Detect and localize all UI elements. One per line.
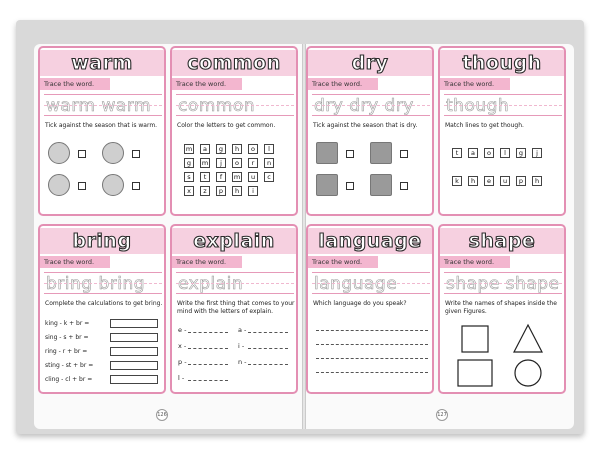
answer-box[interactable]: [110, 375, 158, 384]
trace-area[interactable]: [44, 94, 162, 116]
season-picture-icon: [102, 174, 124, 196]
letter-cell[interactable]: u: [248, 172, 258, 182]
letter-cell[interactable]: r: [248, 158, 258, 168]
card-common: [170, 46, 298, 216]
tick-box[interactable]: [78, 150, 86, 158]
match-letter[interactable]: e: [484, 176, 494, 186]
trace-area[interactable]: [444, 272, 562, 294]
answer-line[interactable]: [248, 364, 288, 365]
tick-box[interactable]: [346, 150, 354, 158]
trace-label: Trace the word.: [40, 78, 110, 90]
tick-box[interactable]: [132, 182, 140, 190]
letter-prompt: e -: [178, 326, 187, 334]
answer-line[interactable]: [316, 358, 428, 359]
trace-label: Trace the word.: [172, 256, 242, 268]
trace-word: explain: [178, 274, 244, 294]
answer-box[interactable]: [110, 361, 158, 370]
trace-word: bring bring: [46, 274, 146, 294]
match-letter[interactable]: h: [468, 176, 478, 186]
match-letter[interactable]: a: [468, 148, 478, 158]
card-title: common: [172, 50, 296, 76]
card-warm: [38, 46, 166, 216]
trace-label: Trace the word.: [440, 78, 510, 90]
tick-box[interactable]: [346, 182, 354, 190]
card-shape: [438, 224, 566, 394]
answer-box[interactable]: [110, 319, 158, 328]
calc-row: king - k + br =: [45, 320, 90, 327]
letter-prompt: p -: [178, 358, 187, 366]
letter-cell[interactable]: l: [264, 144, 274, 154]
answer-line[interactable]: [188, 348, 228, 349]
card-dry: [306, 46, 434, 216]
letter-cell[interactable]: t: [200, 172, 210, 182]
card-title: shape: [440, 228, 564, 254]
instruction: Which language do you speak?: [313, 300, 407, 307]
letter-cell[interactable]: h: [232, 186, 242, 196]
trace-word: dry dry dry: [314, 96, 414, 116]
card-explain: [170, 224, 298, 394]
letter-cell[interactable]: n: [264, 158, 274, 168]
card-language: [306, 224, 434, 394]
letter-cell[interactable]: z: [200, 186, 210, 196]
season-picture-icon: [370, 142, 392, 164]
answer-line[interactable]: [188, 332, 228, 333]
calc-row: sing - s + br =: [45, 334, 89, 341]
answer-line[interactable]: [316, 372, 428, 373]
match-letter[interactable]: o: [484, 148, 494, 158]
match-letter[interactable]: l: [500, 148, 510, 158]
trace-area[interactable]: [44, 272, 162, 294]
answer-line[interactable]: [316, 344, 428, 345]
trace-word: language: [314, 274, 398, 294]
instruction: Color the letters to get common.: [177, 122, 276, 129]
letter-cell[interactable]: m: [185, 145, 193, 153]
match-letter[interactable]: p: [516, 176, 526, 186]
instruction: Write the names of shapes inside the given Figures.: [445, 300, 557, 315]
season-picture-icon: [48, 174, 70, 196]
match-letter[interactable]: u: [500, 176, 510, 186]
season-picture-icon: [102, 142, 124, 164]
trace-label: Trace the word.: [308, 78, 378, 90]
letter-prompt: x -: [178, 342, 187, 350]
card-title: dry: [308, 50, 432, 76]
circle-shape[interactable]: [515, 360, 541, 386]
letter-prompt: n -: [238, 358, 247, 366]
trace-word: shape shape: [446, 274, 560, 294]
letter-cell[interactable]: m: [233, 173, 241, 181]
calc-row: cling - cl + br =: [45, 376, 93, 383]
match-letter[interactable]: h: [532, 176, 542, 186]
trace-label: Trace the word.: [308, 256, 378, 268]
tick-box[interactable]: [132, 150, 140, 158]
answer-box[interactable]: [110, 347, 158, 356]
tick-box[interactable]: [78, 182, 86, 190]
letter-cell[interactable]: j: [216, 158, 226, 168]
trace-area[interactable]: [176, 272, 294, 294]
trace-label: Trace the word.: [40, 256, 110, 268]
calc-row: ring - r + br =: [45, 348, 88, 355]
letter-cell[interactable]: x: [184, 186, 194, 196]
trace-area[interactable]: [176, 94, 294, 116]
match-letter[interactable]: j: [532, 148, 542, 158]
season-picture-icon: [370, 174, 392, 196]
workbook-spread: [16, 20, 584, 434]
trace-word: though: [446, 96, 510, 116]
season-picture-icon: [48, 142, 70, 164]
season-picture-icon: [316, 142, 338, 164]
card-title: warm: [40, 50, 164, 76]
page-number-left: 126: [156, 409, 168, 421]
letter-cell[interactable]: m: [201, 159, 209, 167]
trace-label: Trace the word.: [172, 78, 242, 90]
answer-box[interactable]: [110, 333, 158, 342]
calc-row: sting - st + br =: [45, 362, 94, 369]
card-title: language: [308, 228, 432, 254]
tick-box[interactable]: [400, 182, 408, 190]
card-though: [438, 46, 566, 216]
tick-box[interactable]: [400, 150, 408, 158]
trace-word: common: [178, 96, 256, 116]
letter-cell[interactable]: p: [216, 186, 226, 196]
instruction: Match lines to get though.: [445, 122, 524, 129]
letter-cell[interactable]: c: [264, 172, 274, 182]
card-title: though: [440, 50, 564, 76]
instruction: Complete the calculations to get bring.: [45, 300, 163, 307]
match-letter[interactable]: k: [452, 176, 462, 186]
answer-line[interactable]: [248, 332, 288, 333]
letter-prompt: l -: [178, 374, 185, 382]
card-bring: [38, 224, 166, 394]
letter-prompt: a -: [238, 326, 247, 334]
match-letter[interactable]: t: [452, 148, 462, 158]
letter-cell[interactable]: g: [184, 158, 194, 168]
letter-cell[interactable]: h: [232, 144, 242, 154]
letter-prompt: i -: [238, 342, 245, 350]
shapes-figure: [440, 322, 564, 392]
card-title: bring: [40, 228, 164, 254]
letter-cell[interactable]: i: [248, 186, 258, 196]
letter-cell[interactable]: s: [184, 172, 194, 182]
letter-cell[interactable]: f: [216, 172, 226, 182]
answer-line[interactable]: [188, 364, 228, 365]
letter-cell[interactable]: a: [200, 144, 210, 154]
triangle-shape[interactable]: [514, 325, 542, 352]
letter-cell[interactable]: o: [232, 158, 242, 168]
trace-label: Trace the word.: [440, 256, 510, 268]
answer-line[interactable]: [248, 348, 288, 349]
match-letter[interactable]: g: [516, 148, 526, 158]
trace-area[interactable]: [312, 94, 430, 116]
instruction: Tick against the season that is warm.: [45, 122, 158, 129]
trace-area[interactable]: [444, 94, 562, 116]
trace-area[interactable]: [312, 272, 430, 294]
letter-cell[interactable]: g: [216, 144, 226, 154]
instruction: Tick against the season that is dry.: [313, 122, 418, 129]
card-title: explain: [172, 228, 296, 254]
square-shape[interactable]: [462, 326, 488, 352]
answer-line[interactable]: [188, 380, 228, 381]
page-number-right: 127: [436, 409, 448, 421]
instruction: Write the first thing that comes to your mind with the letters of explain.: [177, 300, 295, 315]
letter-cell[interactable]: o: [248, 144, 258, 154]
season-picture-icon: [316, 174, 338, 196]
answer-line[interactable]: [316, 330, 428, 331]
trace-word: warm warm: [46, 96, 152, 116]
rectangle-shape[interactable]: [458, 360, 492, 386]
